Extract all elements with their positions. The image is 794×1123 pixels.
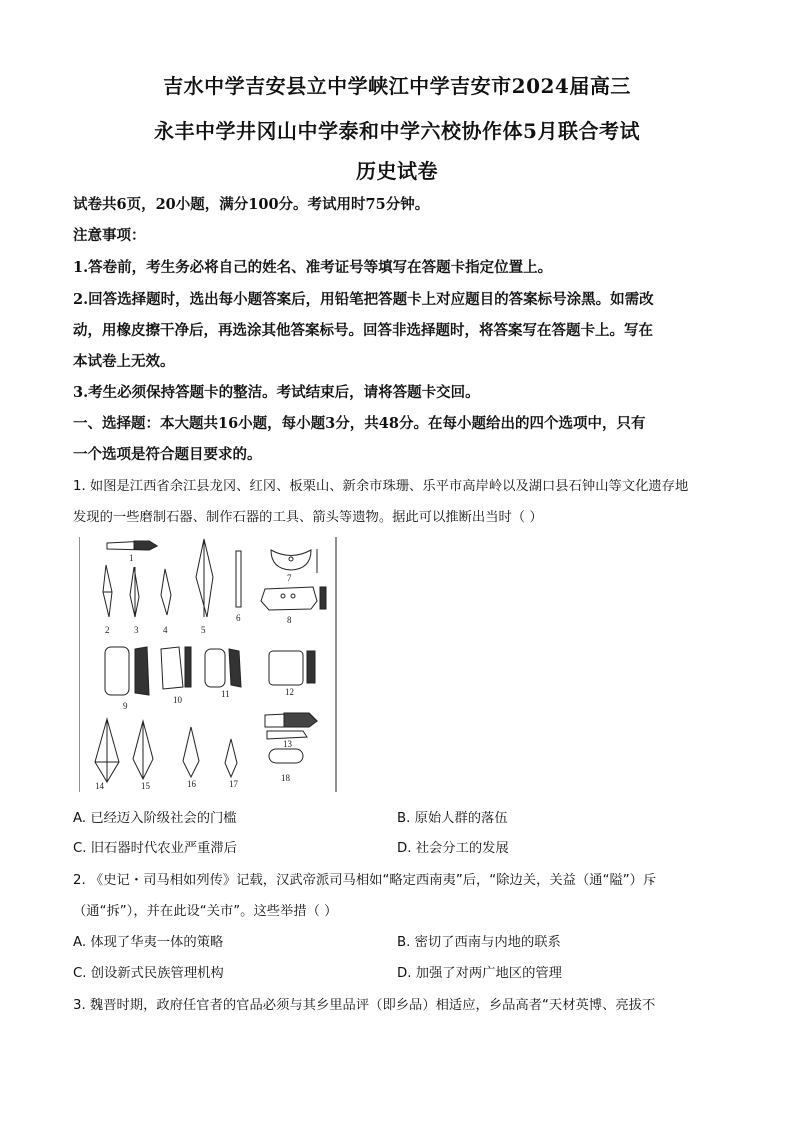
- q1-option-d[interactable]: D. 社会分工的发展: [397, 841, 509, 856]
- stone-tools-figure: [79, 537, 339, 792]
- q1-stem-line1: 1. 如图是江西省余江县龙冈、红冈、板栗山、新余市珠珊、乐平市高岸岭以及湖口县石钟山等文化遗存地: [73, 479, 689, 494]
- q2-option-a[interactable]: A. 体现了华夷一体的策略: [73, 935, 224, 950]
- fig-label-1: 1: [129, 553, 134, 563]
- fig-label-16: 16: [187, 779, 196, 789]
- fig-label-2: 2: [105, 625, 110, 635]
- q1-stem-line2: 发现的一些磨制石器、制作石器的工具、箭头等遗物。据此可以推断出当时（ ）: [73, 510, 543, 525]
- note-3: 3.考生必须保持答题卡的整洁。考试结束后，请将答题卡交回。: [73, 384, 480, 401]
- section1-heading-line1: 一、选择题：本大题共16小题，每小题3分，共48分。在每小题给出的四个选项中，只有: [73, 415, 646, 432]
- fig-label-11: 11: [221, 689, 230, 699]
- q1-option-a[interactable]: A. 已经迈入阶级社会的门槛: [73, 811, 237, 826]
- q2-option-b[interactable]: B. 密切了西南与内地的联系: [397, 935, 561, 950]
- fig-label-15: 15: [141, 781, 150, 791]
- note-2-line3: 本试卷上无效。: [73, 353, 175, 370]
- fig-label-17: 17: [229, 779, 238, 789]
- q1-option-b[interactable]: B. 原始人群的落伍: [397, 811, 508, 826]
- fig-label-13: 13: [283, 739, 292, 749]
- fig-label-14: 14: [95, 781, 104, 791]
- notes-heading: 注意事项：: [73, 227, 146, 244]
- fig-label-12: 12: [285, 687, 294, 697]
- section1-heading-line2: 一个选项是符合题目要求的。: [73, 446, 262, 463]
- fig-label-6: 6: [236, 613, 241, 623]
- fig-label-3: 3: [134, 625, 139, 635]
- q2-stem-line2: （通“拆”），并在此设“关市”。这些举措（ ）: [73, 904, 338, 919]
- q1-option-c[interactable]: C. 旧石器时代农业严重滞后: [73, 841, 238, 856]
- exam-title-line2: 永丰中学井冈山中学泰和中学六校协作体5月联合考试: [154, 119, 640, 143]
- fig-label-7: 7: [287, 573, 292, 583]
- fig-label-4: 4: [163, 625, 168, 635]
- exam-subject-title: 历史试卷: [356, 159, 438, 183]
- note-2-line2: 动，用橡皮擦干净后，再选涂其他答案标号。回答非选择题时，将答案写在答题卡上。写在: [73, 322, 653, 339]
- q2-option-c[interactable]: C. 创设新式民族管理机构: [73, 966, 224, 981]
- note-2-line1: 2.回答选择题时，选出每小题答案后，用铅笔把答题卡上对应题目的答案标号涂黑。如需改: [73, 291, 654, 308]
- fig-label-8: 8: [287, 615, 292, 625]
- fig-label-18: 18: [281, 773, 290, 783]
- fig-label-9: 9: [123, 701, 128, 711]
- exam-summary: 试卷共6页，20小题，满分100分。考试用时75分钟。: [73, 196, 430, 213]
- q3-stem-line1: 3. 魏晋时期，政府任官者的官品必须与其乡里品评（即乡品）相适应，乡品高者“天材英博、亮拔不: [73, 998, 656, 1013]
- fig-label-5: 5: [201, 625, 206, 635]
- q2-stem-line1: 2. 《史记・司马相如列传》记载，汉武帝派司马相如“略定西南夷”后，“除边关，关益（通“隘”）斥: [73, 873, 657, 888]
- note-1: 1.答卷前，考生务必将自己的姓名、准考证号等填写在答题卡指定位置上。: [73, 259, 553, 276]
- exam-title-line1: 吉水中学吉安县立中学峡江中学吉安市2024届高三: [163, 74, 631, 98]
- fig-label-10: 10: [173, 695, 182, 705]
- q2-option-d[interactable]: D. 加强了对两广地区的管理: [397, 966, 562, 981]
